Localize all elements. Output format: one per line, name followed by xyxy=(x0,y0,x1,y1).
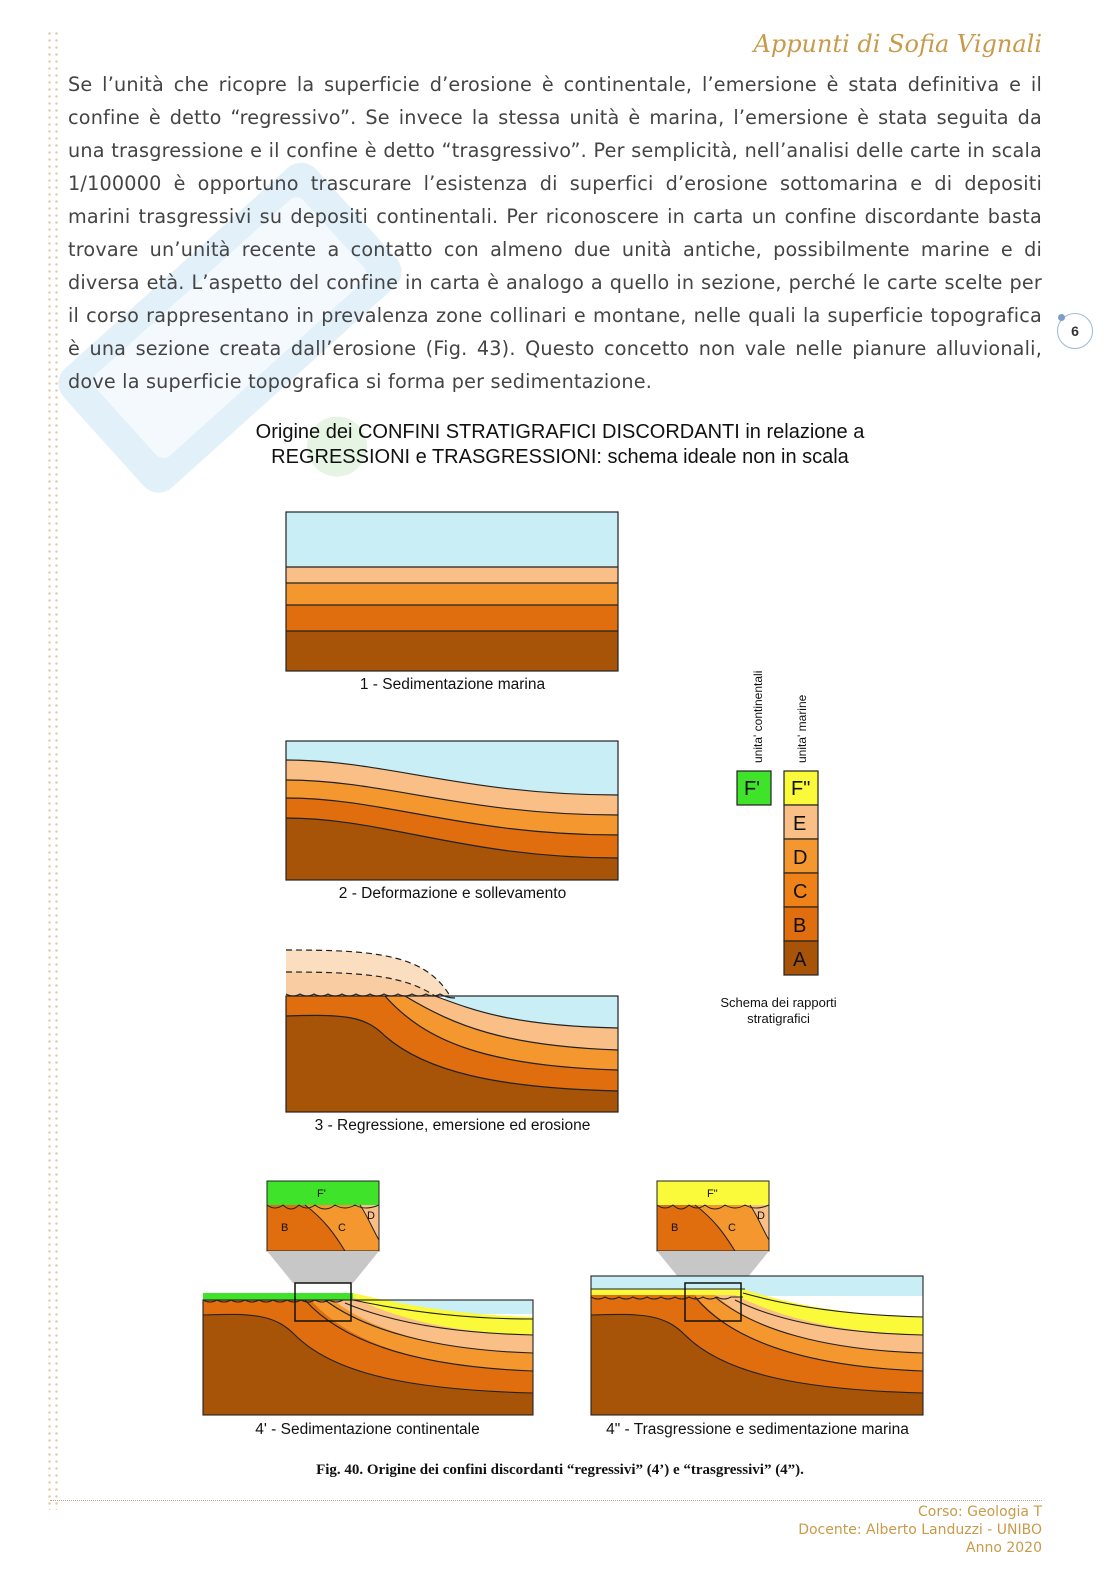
figure-caption: Fig. 40. Origine dei confini discordanti “regressivi” (4’) e “trasgressivi” (4”). xyxy=(316,1462,804,1478)
panel1-diagram xyxy=(285,511,620,673)
body-paragraph: Se l’unità che ricopre la superficie d’erosione è continentale, l’emersione è stata definitiva e il confine è detto “regressivo”. Se invece la stessa unità è marina, l’emersione è stata seguita da una trasgressione e il confine è detto “trasgressivo”. Per semplicità, nell’analisi delle carte in scala 1/100000 è opportuno trascurare l’esistenza di superfici d’erosione sottomarina e di depositi marini trasgressivi su depositi continentali. Per riconoscere in carta un confine discordante basta trovare un’unità recente a contatto con almeno due unità antiche, possibilmente marine e di diversa età. L’aspetto del confine in carta è analogo a quello in sezione, perché le carte scelte per il corso rappresentano in prevalenza zone collinari e montane, nelle quali la superficie topografica è una sezione creata dall’erosione (Fig. 43). Questo concetto non vale nelle pianure alluvionali, dove la superficie topografica si forma per sedimentazione. xyxy=(68,73,1042,393)
column-caption xyxy=(696,995,861,1027)
footer-divider xyxy=(50,1500,1042,1501)
inset-label-b: B xyxy=(671,1222,679,1234)
panel3-diagram xyxy=(285,946,620,1114)
inset-label-f-prime: F' xyxy=(317,1188,326,1200)
sea-layer xyxy=(286,512,618,567)
footer-course: Corso: Geologia T xyxy=(918,1504,1042,1520)
page-header-title: Appunti di Sofia Vignali xyxy=(753,30,1042,58)
label-marine-units: unita' marine xyxy=(795,694,809,763)
unit-label: F" xyxy=(791,778,811,800)
inset-4b xyxy=(657,1181,769,1283)
footer-teacher: Docente: Alberto Landuzzi - UNIBO xyxy=(798,1522,1042,1538)
page-number-dot xyxy=(1058,314,1065,321)
label-continental-units: unita' continentali xyxy=(751,670,765,763)
unit-f-prime-label: F' xyxy=(744,778,761,800)
unit-label: E xyxy=(793,813,807,835)
layer-c xyxy=(286,605,618,631)
panel4a-diagram xyxy=(195,1175,540,1420)
figure-title-line1: Origine dei CONFINI STRATIGRAFICI DISCORDANTI in relazione a xyxy=(255,421,865,443)
unit-label: D xyxy=(793,847,808,869)
panel2-caption: 2 - Deformazione e sollevamento xyxy=(338,885,567,902)
inset-label-c: C xyxy=(728,1222,736,1234)
page-footer xyxy=(798,1503,1042,1557)
layer-e xyxy=(286,567,618,583)
inset-label-b: B xyxy=(281,1222,289,1234)
page-number: 6 xyxy=(1057,313,1093,349)
stratigraphic-column xyxy=(730,645,840,980)
panel4b-diagram xyxy=(585,1175,930,1420)
panel1-caption: 1 - Sedimentazione marina xyxy=(359,676,546,693)
unit-label: A xyxy=(793,949,807,971)
inset-label-c: C xyxy=(338,1222,346,1234)
inset-label-f-double: F" xyxy=(707,1188,718,1200)
inset-label-d: D xyxy=(367,1210,375,1222)
unit-label: B xyxy=(793,915,807,937)
decorative-border xyxy=(46,30,60,1510)
layer-a xyxy=(286,631,618,671)
inset-label-d: D xyxy=(757,1210,765,1222)
inset-4a xyxy=(267,1181,379,1283)
figure-title-line2: REGRESSIONI e TRASGRESSIONI: schema ideale non in scala xyxy=(271,446,849,468)
panel3-caption: 3 - Regressione, emersione ed erosione xyxy=(314,1117,591,1134)
column-caption-line1: Schema dei rapporti xyxy=(720,995,837,1010)
unit-label: C xyxy=(793,881,808,903)
panel4a-caption: 4' - Sedimentazione continentale xyxy=(255,1421,480,1438)
layer-d xyxy=(286,583,618,605)
panel2-diagram xyxy=(285,740,620,882)
footer-year: Anno 2020 xyxy=(966,1540,1042,1556)
column-caption-line2: stratigrafici xyxy=(747,1011,810,1026)
panel4b-caption: 4" - Trasgressione e sedimentazione marina xyxy=(606,1421,909,1438)
